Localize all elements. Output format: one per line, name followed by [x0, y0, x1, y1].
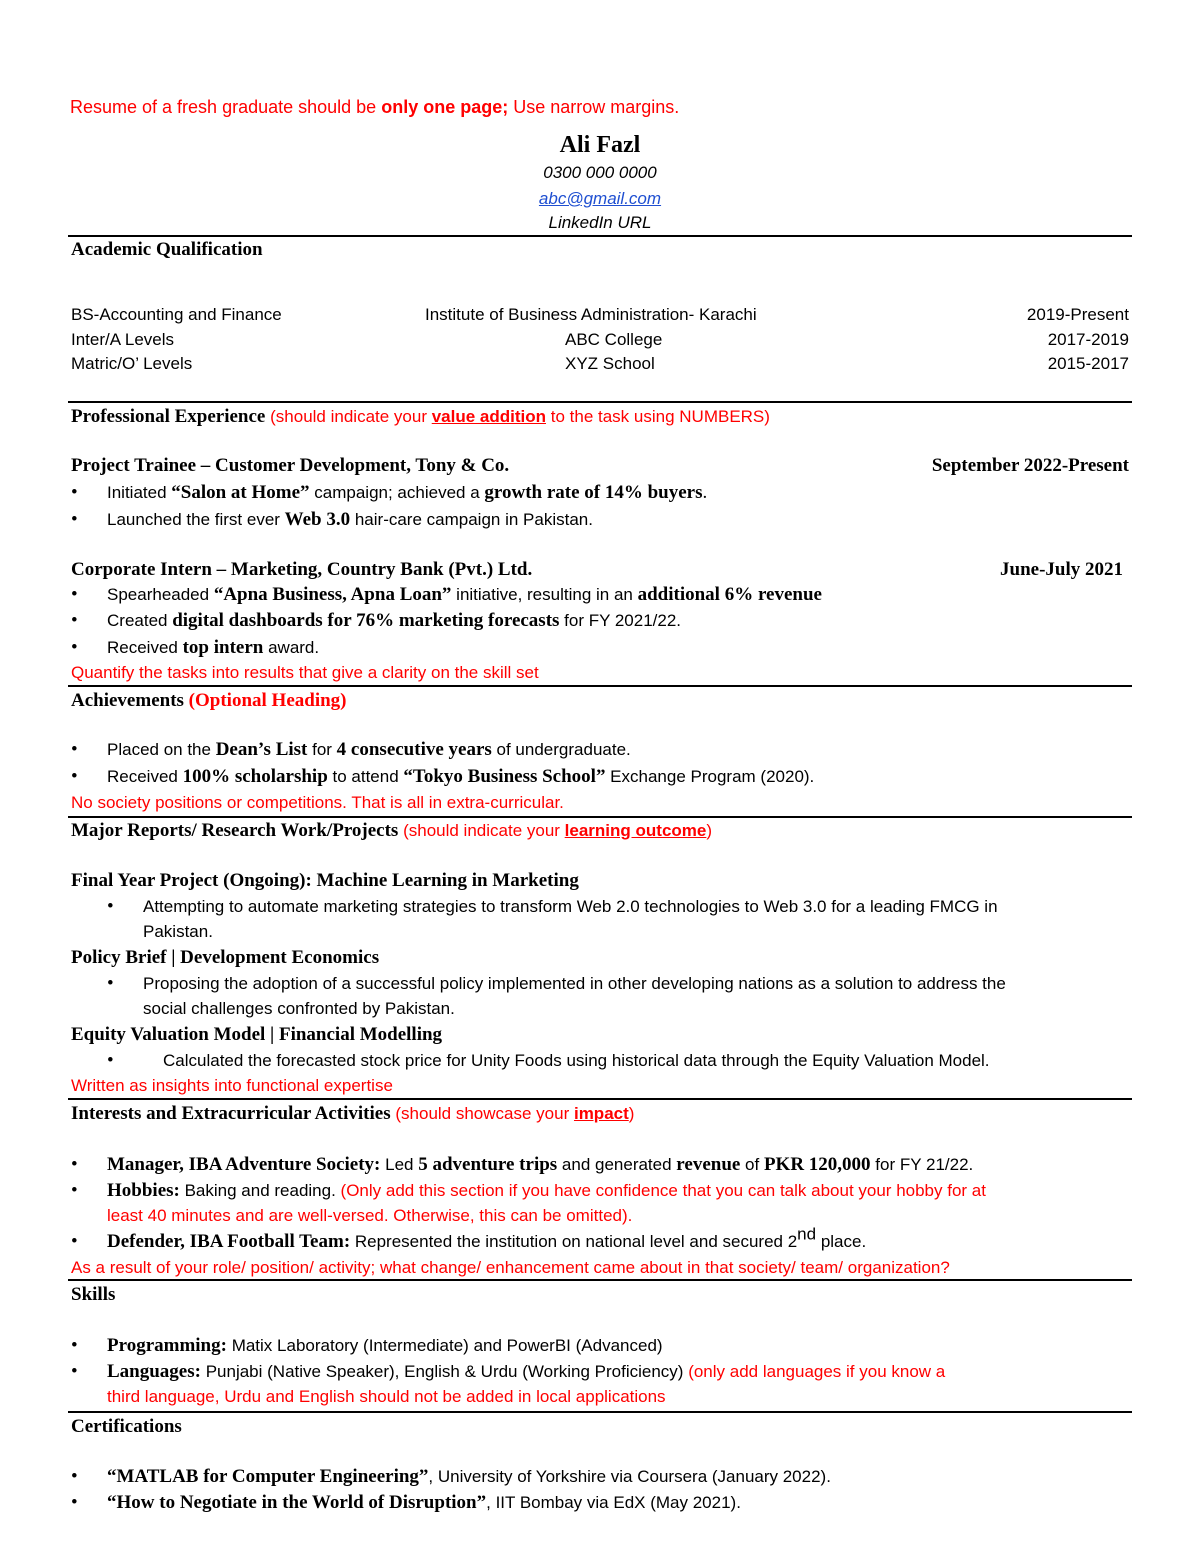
red-note: Written as insights into functional expertise: [71, 1076, 393, 1095]
academic-heading: Academic Qualification: [71, 239, 263, 260]
project-title: Policy Brief | Development Economics: [71, 947, 380, 968]
job-title: Project Trainee – Customer Development, Tony & Co. September 2022-Present: [71, 453, 1129, 479]
institution: Institute of Business Administration- Karachi: [425, 305, 757, 324]
years: 2015-2017: [1047, 354, 1129, 373]
experience-heading: Professional Experience (should indicate your value addition to the task using NUMBERS): [71, 406, 770, 427]
certifications-heading: Certifications: [71, 1416, 182, 1437]
institution: XYZ School: [565, 354, 655, 373]
job-date: June-July 2021: [1000, 559, 1123, 580]
section-divider: [68, 685, 1132, 687]
top-note: Resume of a fresh graduate should be only one page; Use narrow margins.: [70, 97, 680, 117]
job-title: Corporate Intern – Marketing, Country Bank (Pvt.) Ltd. June-July 2021: [71, 557, 1129, 583]
project-title: Equity Valuation Model | Financial Modelling: [71, 1024, 443, 1045]
years: 2019-Present: [1026, 305, 1129, 324]
degree: Inter/A Levels: [71, 330, 175, 349]
candidate-name: Ali Fazl: [559, 132, 641, 158]
academic-row: [71, 351, 1129, 377]
skills-heading: Skills: [71, 1284, 116, 1305]
achievements-heading: Achievements (Optional Heading): [71, 690, 347, 711]
degree: Matric/O’ Levels: [71, 354, 193, 373]
degree: BS-Accounting and Finance: [71, 305, 282, 324]
email-link[interactable]: abc@gmail.com: [538, 189, 662, 208]
academic-row: [71, 327, 1129, 353]
project-title: Final Year Project (Ongoing): Machine Learning in Marketing: [71, 870, 579, 891]
interests-heading: Interests and Extracurricular Activities (should showcase your impact): [71, 1103, 635, 1124]
academic-row: [71, 302, 1129, 328]
job-date: September 2022-Present: [931, 455, 1129, 476]
resume-page: Resume of a fresh graduate should be only one page; Use narrow margins. Ali Fazl 0300 000 0000 abc@gmail.com LinkedIn URL Academic Qualification BS-Accounting and Finance Institute of Business Administration- Karachi 2019-Present Inter/A Levels ABC College 2017-2019 Matric/O’ Levels XYZ School 2015-2017 Professional Experience (should indicate your value addition to the task using NUMBERS) Project Trainee – Customer Development, Tony & Co. September 2022-Present • Initiated “Salon at Home” campaign; achieved a growth rate of 14% buyers. • Launched the first ever Web 3.0 hair-care campaign in Pakistan. Corporate Intern – Marketing, Country Bank (Pvt.) Ltd. June-July 2021 • Spearheaded “Apna Business, Apna Loan” initiative, resulting in an additional 6% revenue • Created digital dashboards for 76% marketing forecasts for FY 2021/22. • Received top intern award. Quantify the tasks into results that give a clarity on the skill set Achievements (Optional Heading) • Placed on the Dean’s List for 4 consecutive years of undergraduate. • Received 100% scholarship to attend “Tokyo Business School” Exchange Program (2020). No society positions or competitions. That is all in extra-curricular. Major Reports/ Research Work/Projects (should indicate your learning outcome) Final Year Project (Ongoing): Machine Learning in Marketing • Attempting to automate marketing strategies to transform Web 2.0 technologies to Web 3.0 for a leading FMCG in Pakistan. Policy Brief | Development Economics • Proposing the adoption of a successful policy implemented in other developing nations as a solution to address the social challenges confronted by Pakistan. Equity Valuation Model | Financial Modelling • Calculated the forecasted stock price for Unity Foods using historical data through the Equity Valuation Model. Written as insights into functional expertise Interests and Extracurricular Activities (should showcase your impact) • Manager, IBA Adventure Society: Led 5 adventure trips and generated revenue of PKR 120,000 for FY 21/22. • Hobbies: Baking and reading. (Only add this section if you have confidence that you can talk about your hobby for at least 40 minutes and are well-versed. Otherwise, this can be omitted). • Defender, IBA Football Team: Represented the institution on national level and secured 2nd place. As a result of your role/ position/ activity; what change/ enhancement came about in that society/ team/ organization? Skills • Programming: Matix Laboratory (Intermediate) and PowerBI (Advanced) • Languages: Punjabi (Native Speaker), English & Urdu (Working Proficiency) (only add languages if you know a third language, Urdu and English should not be added in local applications Certifications • “MATLAB for Computer Engineering”, University of Yorkshire via Coursera (January 2022). • “How to Negotiate in the World of Disruption”, IIT Bombay via EdX (May 2021).: [0, 0, 1200, 1553]
section-divider: [68, 1411, 1132, 1413]
email-row: [0, 186, 1200, 212]
years: 2017-2019: [1047, 330, 1129, 349]
section-divider: [68, 401, 1132, 403]
section-divider: [68, 1279, 1132, 1281]
red-note: Quantify the tasks into results that give a clarity on the skill set: [71, 663, 539, 682]
institution: ABC College: [565, 330, 663, 349]
phone-number: 0300 000 0000: [543, 163, 657, 182]
section-divider: [68, 1098, 1132, 1100]
red-note: No society positions or competitions. That is all in extra-curricular.: [71, 793, 564, 812]
red-note: As a result of your role/ position/ activity; what change/ enhancement came about in that society/ team/ organization?: [71, 1258, 950, 1277]
reports-heading: Major Reports/ Research Work/Projects (should indicate your learning outcome): [71, 820, 713, 841]
linkedin-url: LinkedIn URL: [548, 213, 652, 232]
